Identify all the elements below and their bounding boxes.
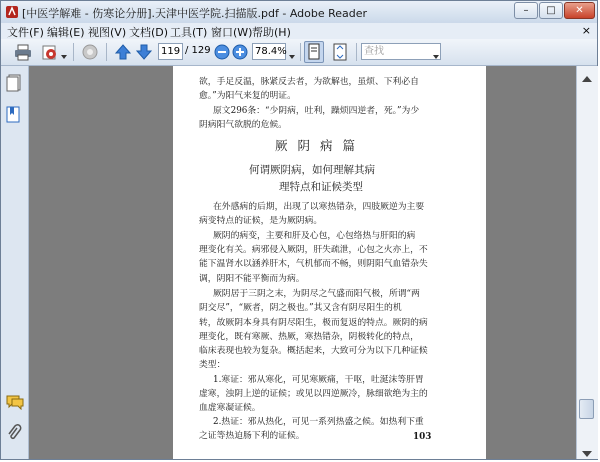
page-number-footer: 103 [413, 432, 432, 442]
comments-panel-icon[interactable] [6, 394, 24, 413]
pages-panel-icon[interactable] [6, 74, 22, 95]
document-close-icon[interactable]: × [581, 24, 591, 37]
page-text-line: 病变特点的证候，是为厥阴病。 [199, 216, 323, 226]
menu-view[interactable]: 视图(V) [88, 26, 127, 39]
toolbar-separator [300, 43, 301, 61]
single-page-view-button[interactable] [304, 41, 324, 63]
scroll-down-arrow-icon[interactable] [582, 447, 592, 460]
page-text-line: 理变化有关。病邪侵入厥阴，肝失疏泄，心包之火亦上，不 [199, 245, 428, 255]
page-text-line: 原文296条：“少阴病，吐利，躁烦四逆者，死。”为少 [213, 106, 420, 116]
page-text-line: 阴交尽”，“厥者，阴之极也。”其又含有阴尽阳生的机 [199, 303, 402, 313]
zoom-out-icon[interactable] [214, 44, 230, 62]
page-text-line: 欲，手足反温，脉紧反去者，为欲解也，虽烦、下利必自 [199, 77, 419, 87]
page-text-line: 理变化，既有寒厥、热厥，寒热错杂，阴极转化的特点， [199, 332, 419, 342]
page-text-line: 类型： [199, 360, 226, 370]
minimize-button[interactable]: – [514, 2, 538, 19]
app-icon [5, 5, 19, 19]
page-text-line: 厥阴居于三阴之末，为阴尽之气盛而阳气极，所谓“两 [213, 289, 420, 299]
page-text-line: 愈。”为阳气来复的明证。 [199, 91, 296, 101]
page-text-line: 血虚寒凝证候。 [199, 403, 261, 413]
section-heading: 理特点和证候类型 [279, 181, 363, 193]
comment-tool-icon[interactable] [81, 43, 99, 61]
vertical-scrollbar[interactable] [576, 66, 598, 459]
menu-document[interactable]: 文档(D) [129, 26, 169, 39]
page-number-input[interactable]: 119 [158, 43, 183, 60]
navigation-sidebar [1, 66, 29, 459]
next-page-icon[interactable] [135, 43, 153, 61]
page-text-line: 能下温肾水以涵养肝木，气机郁而不畅，则阴阳气血错杂失 [199, 259, 428, 269]
section-heading: 何谓厥阴病，如何理解其病 [249, 164, 375, 176]
page-text-line: 调，阴阳不能平衡而为病。 [199, 274, 305, 284]
toolbar [1, 39, 597, 66]
toolbar-separator [73, 43, 74, 61]
maximize-button[interactable]: □ [539, 2, 563, 19]
zoom-dropdown-icon[interactable] [289, 49, 295, 67]
share-icon[interactable] [41, 43, 59, 61]
zoom-in-icon[interactable] [232, 44, 248, 62]
toolbar-separator [356, 43, 357, 61]
share-dropdown-icon[interactable] [61, 49, 67, 67]
page-text-line: 之证等热迫肠下利的证候。 [199, 431, 305, 441]
window-title: [中医学解难 - 伤寒论分册].天津中医学院.扫描版.pdf - Adobe Reader [22, 7, 368, 20]
print-icon[interactable] [14, 43, 32, 61]
page-text-line: 1.寒证：邪从寒化，可见寒厥痛，干呕，吐涎沫等肝胃 [213, 375, 424, 385]
page-text-line: 虚寒，浊阴上逆的证候；或见以四逆厥冷，脉细欲绝为主的 [199, 389, 428, 399]
search-dropdown-icon[interactable] [433, 49, 439, 67]
menu-edit[interactable]: 编辑(E) [47, 26, 85, 39]
page-text-line: 2.热证：邪从热化，可见一系列热盛之候。如热利下重 [213, 417, 424, 427]
zoom-level-input[interactable]: 78.4% [252, 43, 286, 60]
menu-bar [1, 23, 597, 39]
previous-page-icon[interactable] [114, 43, 132, 61]
menu-help[interactable]: 帮助(H) [252, 26, 291, 39]
menu-file[interactable]: 文件(F) [7, 26, 44, 39]
title-bar [1, 1, 597, 23]
close-button[interactable]: ✕ [564, 2, 595, 19]
chapter-heading: 厥阴病篇 [275, 138, 366, 153]
page-text-line: 厥阴的病变，主要和肝及心包，心包络热与肝阳的病 [213, 231, 416, 241]
document-area [29, 66, 576, 459]
scroll-up-arrow-icon[interactable] [582, 72, 592, 85]
page-text-line: 阴病阳气欲脱的危候。 [199, 120, 287, 130]
toolbar-separator [106, 43, 107, 61]
menu-tools[interactable]: 工具(T) [170, 26, 208, 39]
page-text-line: 在外感病的后期，出现了以寒热错杂，四肢厥逆为主要 [213, 202, 425, 212]
page-total: / 129 [185, 45, 211, 56]
page-text-line: 转，故厥阴本身具有阴尽阳生，极而复返的特点。厥阴的病 [199, 318, 428, 328]
page-text-line: 临床表现也较为复杂。概括起来，大致可分为以下几种证候 [199, 346, 428, 356]
attachments-panel-icon[interactable] [6, 424, 22, 445]
search-input[interactable]: 查找 [361, 43, 441, 60]
fit-page-icon[interactable] [331, 43, 349, 61]
menu-window[interactable]: 窗口(W) [211, 26, 253, 39]
pdf-page [173, 66, 486, 459]
scrollbar-thumb[interactable] [579, 399, 594, 419]
bookmarks-panel-icon[interactable] [6, 106, 22, 127]
